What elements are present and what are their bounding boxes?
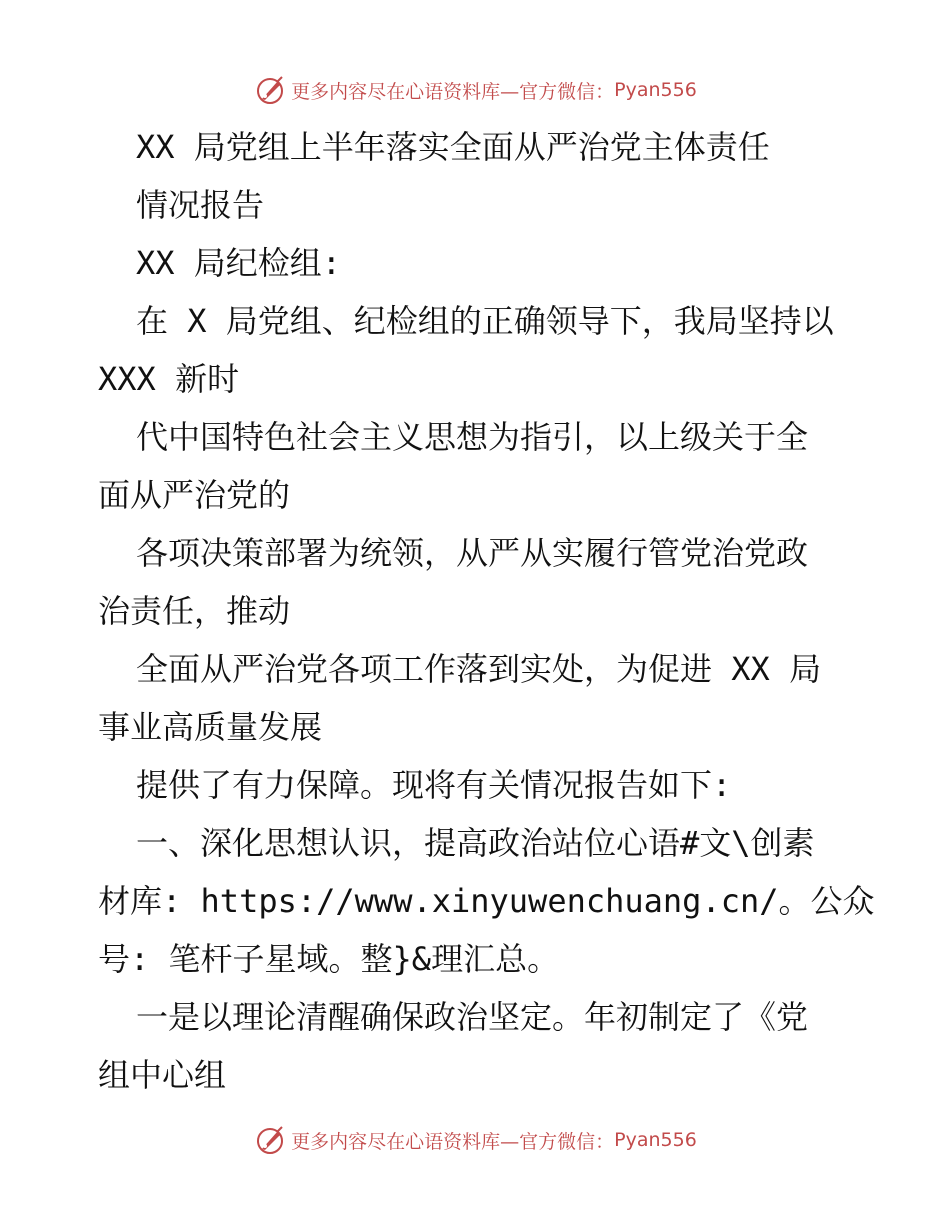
quill-pen-icon xyxy=(253,73,287,107)
document-line: 事业高质量发展 xyxy=(98,708,323,746)
document-line: 一是以理论清醒确保政治坚定。年初制定了《党 xyxy=(136,998,809,1036)
document-line: 情况报告 xyxy=(136,186,265,224)
document-line: XX 局党组上半年落实全面从严治党主体责任 xyxy=(136,128,770,166)
document-line: 全面从严治党各项工作落到实处，为促进 XX 局 xyxy=(136,650,822,688)
header-banner-wechat: Pyan556 xyxy=(614,79,697,101)
document-line: 各项决策部署为统领，从严从实履行管党治党政 xyxy=(136,534,809,572)
quill-pen-icon xyxy=(253,1123,287,1157)
header-banner xyxy=(0,70,950,110)
document-body xyxy=(98,118,875,1104)
header-banner-text: 更多内容尽在心语资料库—官方微信： xyxy=(291,80,615,103)
document-line: 号: 笔杆子星域。整}&理汇总。 xyxy=(98,940,560,978)
document-line: 代中国特色社会主义思想为指引，以上级关于全 xyxy=(136,418,809,456)
document-line: 材库: https://www.xinyuwenchuang.cn/。公众 xyxy=(98,882,875,920)
document-line: XX 局纪检组: xyxy=(136,244,342,282)
document-line: 在 X 局党组、纪检组的正确领导下，我局坚持以 xyxy=(136,302,834,340)
footer-banner xyxy=(0,1120,950,1160)
document-line: 提供了有力保障。现将有关情况报告如下: xyxy=(136,766,732,804)
document-line: XXX 新时 xyxy=(98,360,240,398)
footer-banner-text: 更多内容尽在心语资料库—官方微信： xyxy=(291,1130,615,1153)
footer-banner-wechat: Pyan556 xyxy=(614,1129,697,1151)
document-line: 治责任，推动 xyxy=(98,592,291,630)
document-line: 组中心组 xyxy=(98,1056,227,1094)
document-line: 一、深化思想认识，提高政治站位心语#文\创素 xyxy=(136,824,815,862)
document-line: 面从严治党的 xyxy=(98,476,291,514)
